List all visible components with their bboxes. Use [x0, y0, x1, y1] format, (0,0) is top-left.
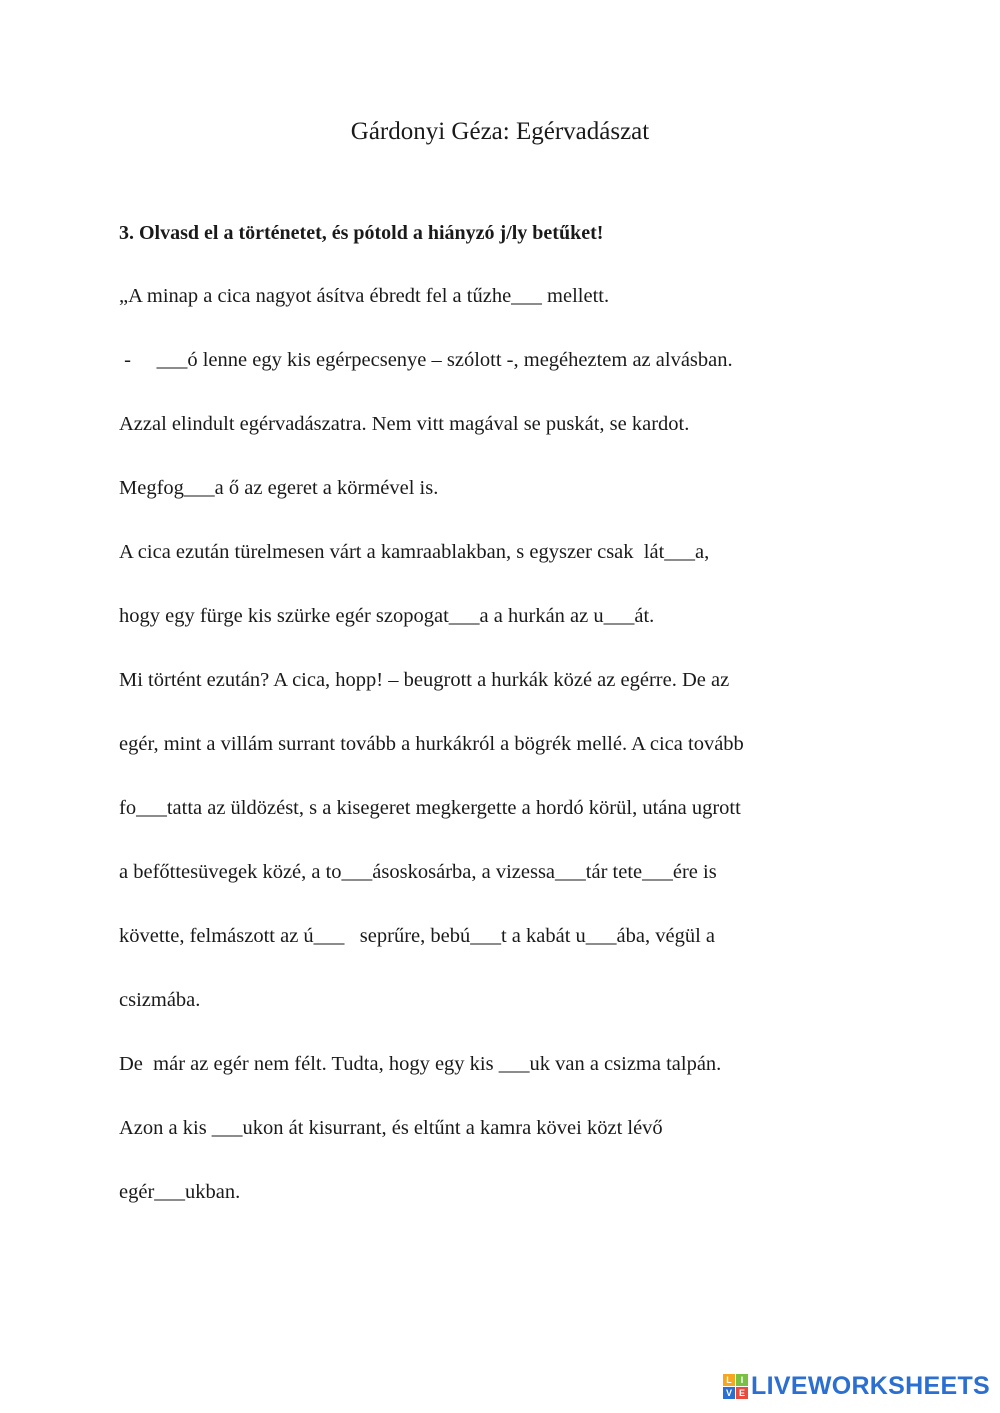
- logo-letter: L: [723, 1374, 735, 1386]
- text-line: Megfog___a ő az egeret a körmével is.: [119, 477, 439, 499]
- logo-letter: E: [736, 1387, 748, 1399]
- logo-text: LIVEWORKSHEETS: [751, 1371, 990, 1400]
- text-line: De már az egér nem félt. Tudta, hogy egy kis ___uk van a csizma talpán.: [119, 1053, 722, 1075]
- text-line: a befőttesüvegek közé, a to___ásoskosárba, a vizessa___tár tete___ére is: [119, 861, 717, 883]
- text-line: egér___ukban.: [119, 1181, 241, 1203]
- text-line: csizmába.: [119, 989, 201, 1011]
- text-line: egér, mint a villám surrant tovább a hurkákról a bögrék mellé. A cica tovább: [119, 733, 744, 755]
- text-line: Mi történt ezután? A cica, hopp! – beugrott a hurkák közé az egérre. De az: [119, 669, 730, 691]
- text-line: A cica ezután türelmesen várt a kamraablakban, s egyszer csak lát___a,: [119, 541, 710, 563]
- page-title: Gárdonyi Géza: Egérvadászat: [350, 118, 650, 145]
- text-line: - ___ó lenne egy kis egérpecsenye – szólott -, megéheztem az alvásban.: [119, 349, 733, 371]
- text-line: Azon a kis ___ukon át kisurrant, és eltűnt a kamra kövei közt lévő: [119, 1117, 663, 1139]
- text-line: követte, felmászott az ú___ seprűre, bebú___t a kabát u___ába, végül a: [119, 925, 716, 947]
- text-line: „A minap a cica nagyot ásítva ébredt fel a tűzhe___ mellett.: [119, 285, 610, 307]
- liveworksheets-logo: [723, 1373, 990, 1399]
- logo-letter: V: [723, 1387, 735, 1399]
- text-line: fo___tatta az üldözést, s a kisegeret megkergette a hordó körül, utána ugrott: [119, 797, 741, 819]
- text-line: hogy egy fürge kis szürke egér szopogat___a a hurkán az u___át.: [119, 605, 655, 627]
- exercise-instruction: 3. Olvasd el a történetet, és pótold a hiányzó j/ly betűket!: [119, 222, 604, 244]
- text-line: Azzal elindult egérvadászatra. Nem vitt magával se puskát, se kardot.: [119, 413, 690, 435]
- logo-mark-icon: [723, 1374, 748, 1399]
- logo-letter: I: [736, 1374, 748, 1386]
